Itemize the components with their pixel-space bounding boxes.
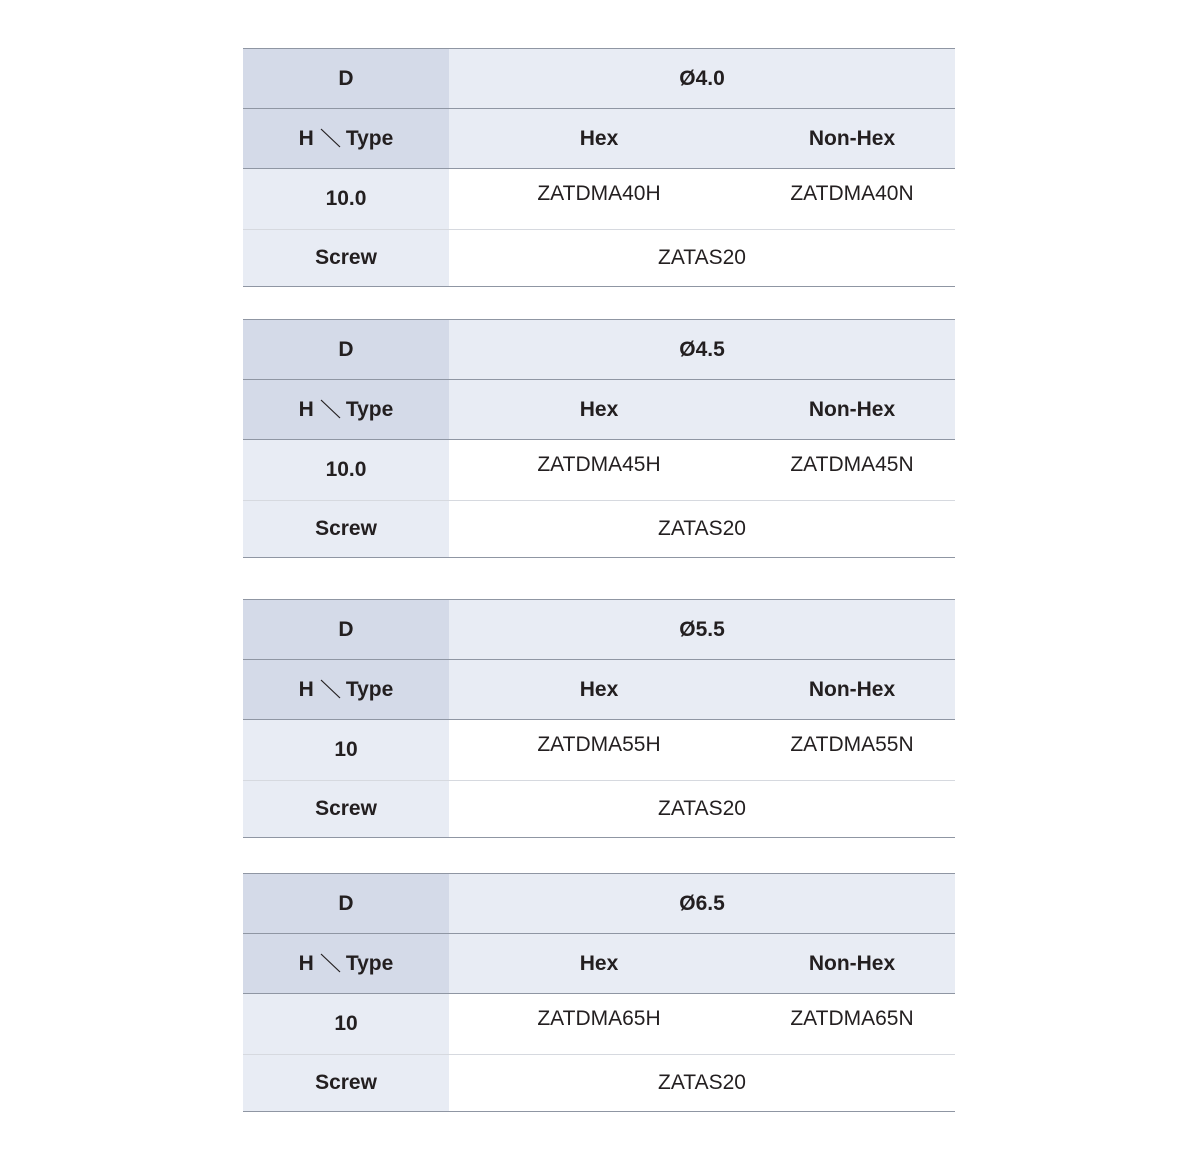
diagonal-divider-icon [320, 953, 342, 973]
screw-label: Screw [243, 501, 449, 558]
nonhex-model: ZATDMA45N [790, 453, 914, 476]
diameter-row [243, 874, 955, 934]
nonhex-header: Non-Hex [749, 109, 955, 169]
hex-model: ZATDMA55H [537, 733, 661, 756]
screw-label: Screw [243, 781, 449, 838]
type-header-row [243, 109, 955, 169]
height-value: 10.0 [243, 169, 449, 230]
diameter-value: Ø4.5 [449, 320, 955, 380]
screw-value: ZATAS20 [449, 1055, 955, 1112]
screw-value: ZATAS20 [449, 781, 955, 838]
diameter-row [243, 49, 955, 109]
screw-label: Screw [243, 230, 449, 287]
screw-label: Screw [243, 1055, 449, 1112]
height-value: 10 [243, 720, 449, 781]
hex-header: Hex [449, 109, 749, 169]
height-label: H [298, 397, 314, 421]
nonhex-model-cell [749, 440, 955, 501]
nonhex-model-cell [749, 169, 955, 230]
type-label: Type [345, 677, 394, 701]
hex-model-cell [449, 720, 749, 781]
diameter-label: D [243, 874, 449, 934]
height-type-header [243, 109, 449, 169]
screw-row [243, 501, 955, 558]
nonhex-model: ZATDMA55N [790, 733, 914, 756]
diameter-label: D [243, 49, 449, 109]
spec-table-d55 [243, 599, 955, 838]
hex-model: ZATDMA65H [537, 1007, 661, 1030]
hex-model-cell [449, 169, 749, 230]
nonhex-model: ZATDMA40N [790, 182, 914, 205]
height-label: H [298, 951, 314, 975]
model-row [243, 720, 955, 781]
nonhex-model: ZATDMA65N [790, 1007, 914, 1030]
diameter-row [243, 600, 955, 660]
hex-model-cell [449, 994, 749, 1055]
diameter-label: D [243, 320, 449, 380]
diameter-value: Ø4.0 [449, 49, 955, 109]
diameter-value: Ø5.5 [449, 600, 955, 660]
spec-table-d40 [243, 48, 955, 287]
nonhex-model-cell [749, 994, 955, 1055]
spec-table-d45 [243, 319, 955, 558]
type-header-row [243, 660, 955, 720]
diagonal-divider-icon [320, 679, 342, 699]
height-type-header [243, 380, 449, 440]
screw-row [243, 230, 955, 287]
diagonal-divider-icon [320, 128, 342, 148]
type-label: Type [345, 951, 394, 975]
height-value: 10 [243, 994, 449, 1055]
screw-row [243, 1055, 955, 1112]
screw-value: ZATAS20 [449, 230, 955, 287]
nonhex-header: Non-Hex [749, 934, 955, 994]
type-label: Type [345, 397, 394, 421]
screw-row [243, 781, 955, 838]
model-row [243, 994, 955, 1055]
diameter-label: D [243, 600, 449, 660]
model-row [243, 169, 955, 230]
height-label: H [298, 126, 314, 150]
diameter-row [243, 320, 955, 380]
nonhex-model-cell [749, 720, 955, 781]
type-label: Type [345, 126, 394, 150]
diameter-value: Ø6.5 [449, 874, 955, 934]
hex-header: Hex [449, 380, 749, 440]
hex-model-cell [449, 440, 749, 501]
type-header-row [243, 934, 955, 994]
model-row [243, 440, 955, 501]
hex-header: Hex [449, 660, 749, 720]
hex-header: Hex [449, 934, 749, 994]
screw-value: ZATAS20 [449, 501, 955, 558]
height-type-header [243, 660, 449, 720]
spec-table-d65 [243, 873, 955, 1112]
nonhex-header: Non-Hex [749, 660, 955, 720]
height-type-header [243, 934, 449, 994]
diagonal-divider-icon [320, 399, 342, 419]
hex-model: ZATDMA45H [537, 453, 661, 476]
height-value: 10.0 [243, 440, 449, 501]
type-header-row [243, 380, 955, 440]
nonhex-header: Non-Hex [749, 380, 955, 440]
hex-model: ZATDMA40H [537, 182, 661, 205]
height-label: H [298, 677, 314, 701]
